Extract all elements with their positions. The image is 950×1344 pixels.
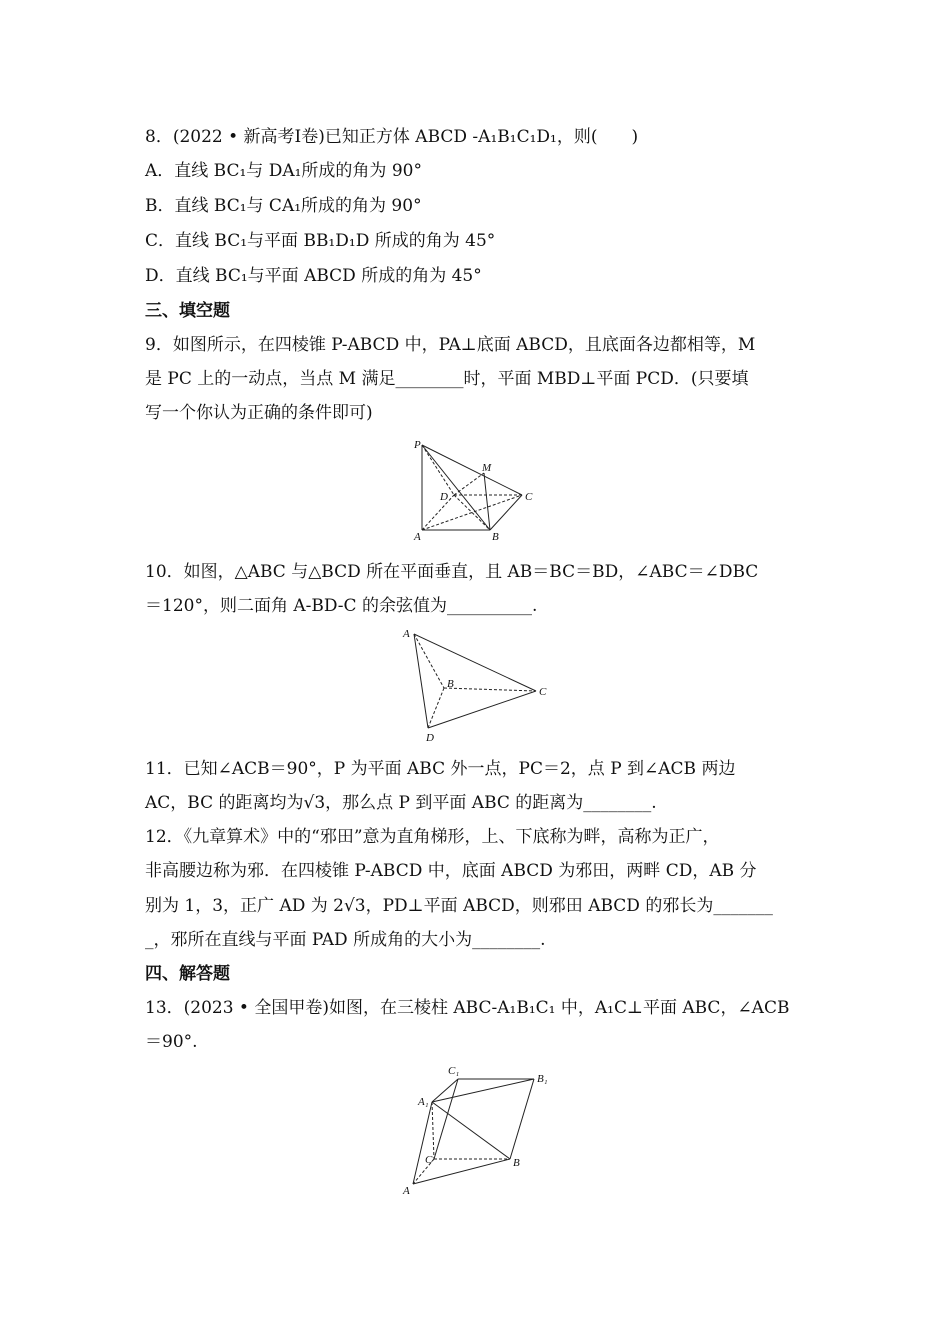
q13-label-b1: B₁ bbox=[537, 1073, 548, 1085]
q10-label-c: C bbox=[539, 686, 547, 698]
q8-stem: 8．(2022 • 新高考Ⅰ卷)已知正方体 ABCD -A₁B₁C₁D₁，则( ) bbox=[145, 127, 639, 147]
q9-label-p: P bbox=[414, 439, 421, 451]
q9-pyramid-figure bbox=[408, 436, 543, 550]
q9-label-m: M bbox=[482, 462, 492, 474]
q13-line-1: 13．(2023 • 全国甲卷)如图，在三棱柱 ABC-A₁B₁C₁ 中，A₁C⊥平面 ABC，∠ACB bbox=[145, 998, 790, 1018]
q11-line-1: 11．已知∠ACB＝90°，P 为平面 ABC 外一点，PC＝2，点 P 到∠ACB 两边 bbox=[145, 759, 736, 779]
q9-line-1: 9．如图所示，在四棱锥 P-ABCD 中，PA⊥底面 ABCD，且底面各边都相等，M bbox=[145, 335, 756, 355]
q12-line-1: 12．《九章算术》中的“邪田”意为直角梯形，上、下底称为畔，高称为正广， bbox=[145, 827, 720, 847]
q9-label-b: B bbox=[492, 531, 499, 543]
q13-label-c1: C₁ bbox=[448, 1065, 460, 1077]
q13-prism-figure bbox=[398, 1062, 558, 1201]
q13-label-a: A bbox=[403, 1185, 410, 1197]
q9-label-c: C bbox=[525, 491, 533, 503]
q9-label-d: D bbox=[440, 491, 448, 503]
q12-line-2: 非高腰边称为邪．在四棱锥 P-ABCD 中，底面 ABCD 为邪田，两畔 CD，AB 分 bbox=[145, 861, 757, 881]
q8-option-a: A．直线 BC₁与 DA₁所成的角为 90° bbox=[145, 161, 422, 181]
q10-line-2: ＝120°，则二面角 A-BD-C 的余弦值为__________. bbox=[145, 596, 538, 616]
q12-line-3: 别为 1，3，正广 AD 为 2√3，PD⊥平面 ABCD，则邪田 ABCD 的邪长为_______ bbox=[145, 896, 773, 916]
q9-label-a: A bbox=[414, 531, 421, 543]
q13-label-c: C bbox=[425, 1154, 433, 1166]
q12-line-4: _，邪所在直线与平面 PAD 所成角的大小为________. bbox=[145, 930, 546, 950]
section-heading-answer: 四、解答题 bbox=[145, 964, 230, 984]
q10-figure bbox=[398, 624, 558, 750]
q9-line-3: 写一个你认为正确的条件即可) bbox=[145, 403, 373, 423]
q13-line-2: ＝90°. bbox=[145, 1032, 198, 1052]
q8-option-b: B．直线 BC₁与 CA₁所成的角为 90° bbox=[145, 196, 422, 216]
q9-line-2: 是 PC 上的一动点，当点 M 满足________时，平面 MBD⊥平面 PCD．(只要填 bbox=[145, 369, 749, 389]
q10-label-a: A bbox=[403, 628, 410, 640]
q10-label-d: D bbox=[426, 732, 434, 744]
q13-label-b: B bbox=[513, 1157, 520, 1169]
q10-label-b: B bbox=[447, 678, 454, 690]
section-heading-fill-blank: 三、填空题 bbox=[145, 301, 230, 321]
q13-label-a1: A₁ bbox=[418, 1096, 429, 1108]
q8-option-c: C．直线 BC₁与平面 BB₁D₁D 所成的角为 45° bbox=[145, 231, 496, 251]
q11-line-2: AC，BC 的距离均为√3，那么点 P 到平面 ABC 的距离为________. bbox=[145, 793, 657, 813]
q10-line-1: 10．如图，△ABC 与△BCD 所在平面垂直，且 AB＝BC＝BD，∠ABC＝∠DBC bbox=[145, 562, 759, 582]
q8-option-d: D．直线 BC₁与平面 ABCD 所成的角为 45° bbox=[145, 266, 482, 286]
